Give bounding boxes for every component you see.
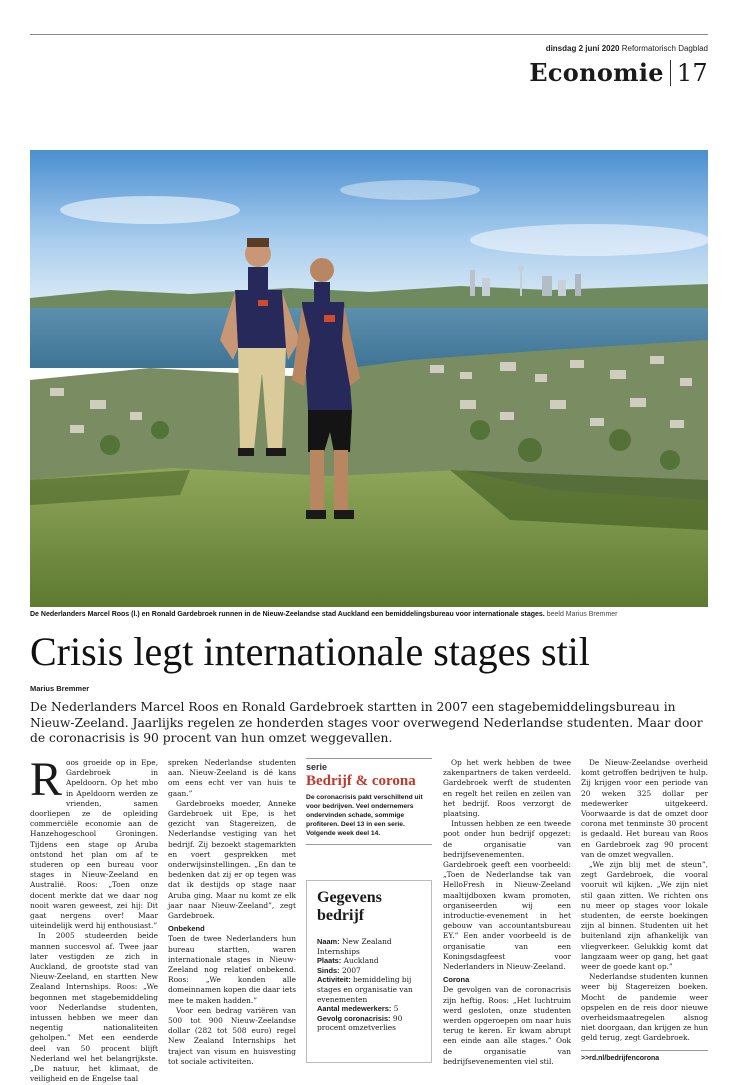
paragraph: Roos groeide op in Epe, Gardebroek in Apeldoorn. Op het mbo in Apeldoorn werden ze vrienden, samen doorliepen ze de opleiding commerciële economie aan de Hanzehogeschool Groningen. Tijdens een stage op Aruba ontstond het plan om af te studeren op een bureau voor stages in Nieuw-Zeeland en Australië. Roos: „Toen onze docent merkte dat we daar nog nooit waren geweest, zei hij: Dit gaat nergens over! Maar uiteindelijk werd hij enthousiast.” <box>30 753 158 931</box>
series-description: De coronacrisis pakt verschillend uit voor bedrijven. Veel ondernemers ondervinden schade, sommige profiteren. Deel 13 in een serie. Volgende week deel 14. <box>306 794 423 837</box>
article-column-1 <box>30 753 158 1085</box>
top-rule <box>30 34 708 35</box>
issue-date: dinsdag 2 juni 2020 <box>545 44 620 53</box>
article-headline: Crisis legt internationale stages stil <box>30 629 590 674</box>
fact-row: Naam: New Zealand Internships <box>317 937 392 956</box>
caption-text: De Nederlanders Marcel Roos (l.) en Ronald Gardebroek runnen in de Nieuw-Zeelandse stad Auckland een bemiddelingsbureau voor internationale stages. <box>30 611 545 618</box>
fact-row: Plaats: Auckland <box>317 956 379 966</box>
fact-box-title: Gegevens bedrijf <box>317 889 382 924</box>
article-column-4 <box>443 758 571 1067</box>
paragraph: Voor een bedrag variëren van 500 tot 900 Nieuw-Zeelandse dollar (282 tot 508 euro) regel New Zealand Internships het traject van visum en huisvesting tot sociale activiteiten. <box>168 1005 296 1066</box>
paragraph: De gevolgen van de coronacrisis zijn heftig. Roos: „Het luchtruim werd gesloten, onze studenten werden opgeroepen om naar huis terug te keren. Er kwam abrupt een einde aan alle stages.” Ook de organisatie van bedrijfsevenementen viel stil. <box>443 985 571 1066</box>
fact-box <box>306 880 432 1063</box>
page-number: 17 <box>676 59 708 87</box>
fact-row: Sinds: 2007 <box>317 965 361 975</box>
fact-row: Activiteit: bemiddeling bij stages en organisatie van evenementen <box>317 975 413 1004</box>
paragraph: De Nieuw-Zeelandse overheid komt getroffen bedrijven te hulp. Zij krijgen voor een periode van 20 weken 325 dollar per medewerker uitgekeerd. Voorwaarde is dat de omzet door corona met tenminste 30 procent is gedaald. Het bureau van Roos en Gardebroek zag 90 procent van de omzet wegvallen. <box>581 758 708 859</box>
paragraph: Toen de twee Nederlanders hun bureau startten, waren internationale stages in Nieuw-Zeeland nog relatief onbekend. Roos: „We konden alle domeinnamen kopen die daar iets mee te maken hadden.” <box>168 934 296 1005</box>
paragraph: spreken Nederlandse studenten aan. Nieuw-Zeeland is dé kans om eens echt ver van huis te gaan.” <box>168 758 296 798</box>
article-photo <box>30 150 708 607</box>
section-divider <box>670 60 671 86</box>
fact-row: Gevolg coronacrisis: 90 procent omzetverlies <box>317 1013 403 1033</box>
subheading: Onbekend <box>168 924 205 934</box>
article-column-5 <box>581 758 708 1064</box>
series-rule-bottom <box>306 844 432 845</box>
fact-row: Aantal medewerkers: 5 <box>317 1004 399 1014</box>
series-rule <box>306 758 432 759</box>
subheading: Corona <box>443 975 470 985</box>
series-kicker: serie <box>306 762 328 772</box>
photo-credit: beeld Marius Bremmer <box>546 611 618 618</box>
paragraph: In 2005 studeerden beide mannen succesvol af. Twee jaar later vestigden ze zich in Auckland, de grootste stad van Nieuw-Zeeland, en startten New Zealand Internships. Roos: „We begonnen met stagebemiddeling voor Nederlandse studenten, intussen hebben we meer dan negentig nationaliteiten geholpen.” Met een eenderde deel van 50 procent blijft Nederland wel het belangrijkste. „De natuur, het klimaat, de veiligheid en de Engelse taal <box>30 931 158 1084</box>
article-column-2 <box>168 758 296 1067</box>
dropcap: R <box>30 753 63 806</box>
section-header <box>529 58 708 87</box>
photo-illustration <box>30 150 708 607</box>
series-title: Bedrijf & corona <box>306 773 416 789</box>
paragraph: Nederlandse studenten kunnen weer bij Stagereizen boeken. Mocht de pandemie weer opspelen en de reis door nieuwe overheidsmaatregelen alsnog niet doorgaan, dan krijgen ze hun geld terug, zegt Gardebroek. <box>581 972 709 1043</box>
paragraph: Intussen hebben ze een tweede poot onder hun bedrijf opgezet: de organisatie van bedrijfsevenementen. Gardebroek geeft een voorbeeld: „Toen de Nederlandse tak van HelloFresh in Nieuw-Zeeland maaltijdboxen kwam promoten, organiseerden wij een introductie-evenement in het gebouw van accountantsbureau EY.” Een ander voorbeeld is de organisatie van een Koningsdagfeest voor Nederlanders in Nieuw-Zeeland. <box>443 819 571 972</box>
newspaper-name: Reformatorisch Dagblad <box>621 44 708 53</box>
paragraph: Gardebroeks moeder, Anneke Gardebroek uit Epe, is het gezicht van Stagereizen, de Nederlandse vestiging van het bedrijf. Zij bezoekt stagemarkten en voert gesprekken met onderwijsinstellingen. „En dan te bedenken dat zij er op tegen was dat ik destijds op stage naar Aruba ging. Maar nu komt ze elk jaar naar Nieuw-Zeeland”, zegt Gardebroek. <box>168 798 296 921</box>
paragraph: „We zijn blij met de steun”, zegt Gardebroek, die vooral vooruit wil kijken. „We zijn niet stil gaan zitten. We richten ons nu meer op stages voor lokale studenten, de eerste boekingen zijn al binnen. Studenten uit het buitenland zijn afhankelijk van vliegverkeer. Gelukkig komt dat langzaam weer op gang, het gaat weer de goede kant op.” <box>581 860 708 972</box>
series-box <box>306 758 432 845</box>
paragraph: Op het werk hebben de twee zakenpartners de taken verdeeld. Gardebroek werft de studenten en regelt het reilen en zeilen van het bedrijf. Roos verzorgt de plaatsing. <box>443 758 571 819</box>
article-lead: De Nederlanders Marcel Roos en Ronald Gardebroek startten in 2007 een stagebemiddelingsbureau in Nieuw-Zeeland. Jaarlijks regelen ze honderden stages voor overwegend Nederlandse studenten. Maar door de coronacrisis is 90 procent van hun omzet weggevallen. <box>30 700 703 745</box>
article-author: Marius Bremmer <box>30 684 90 693</box>
dateline <box>546 44 708 53</box>
photo-caption <box>30 611 708 618</box>
web-link[interactable]: >>rd.nl/bedrijfencorona <box>581 1050 708 1064</box>
section-name: Economie <box>529 58 664 87</box>
